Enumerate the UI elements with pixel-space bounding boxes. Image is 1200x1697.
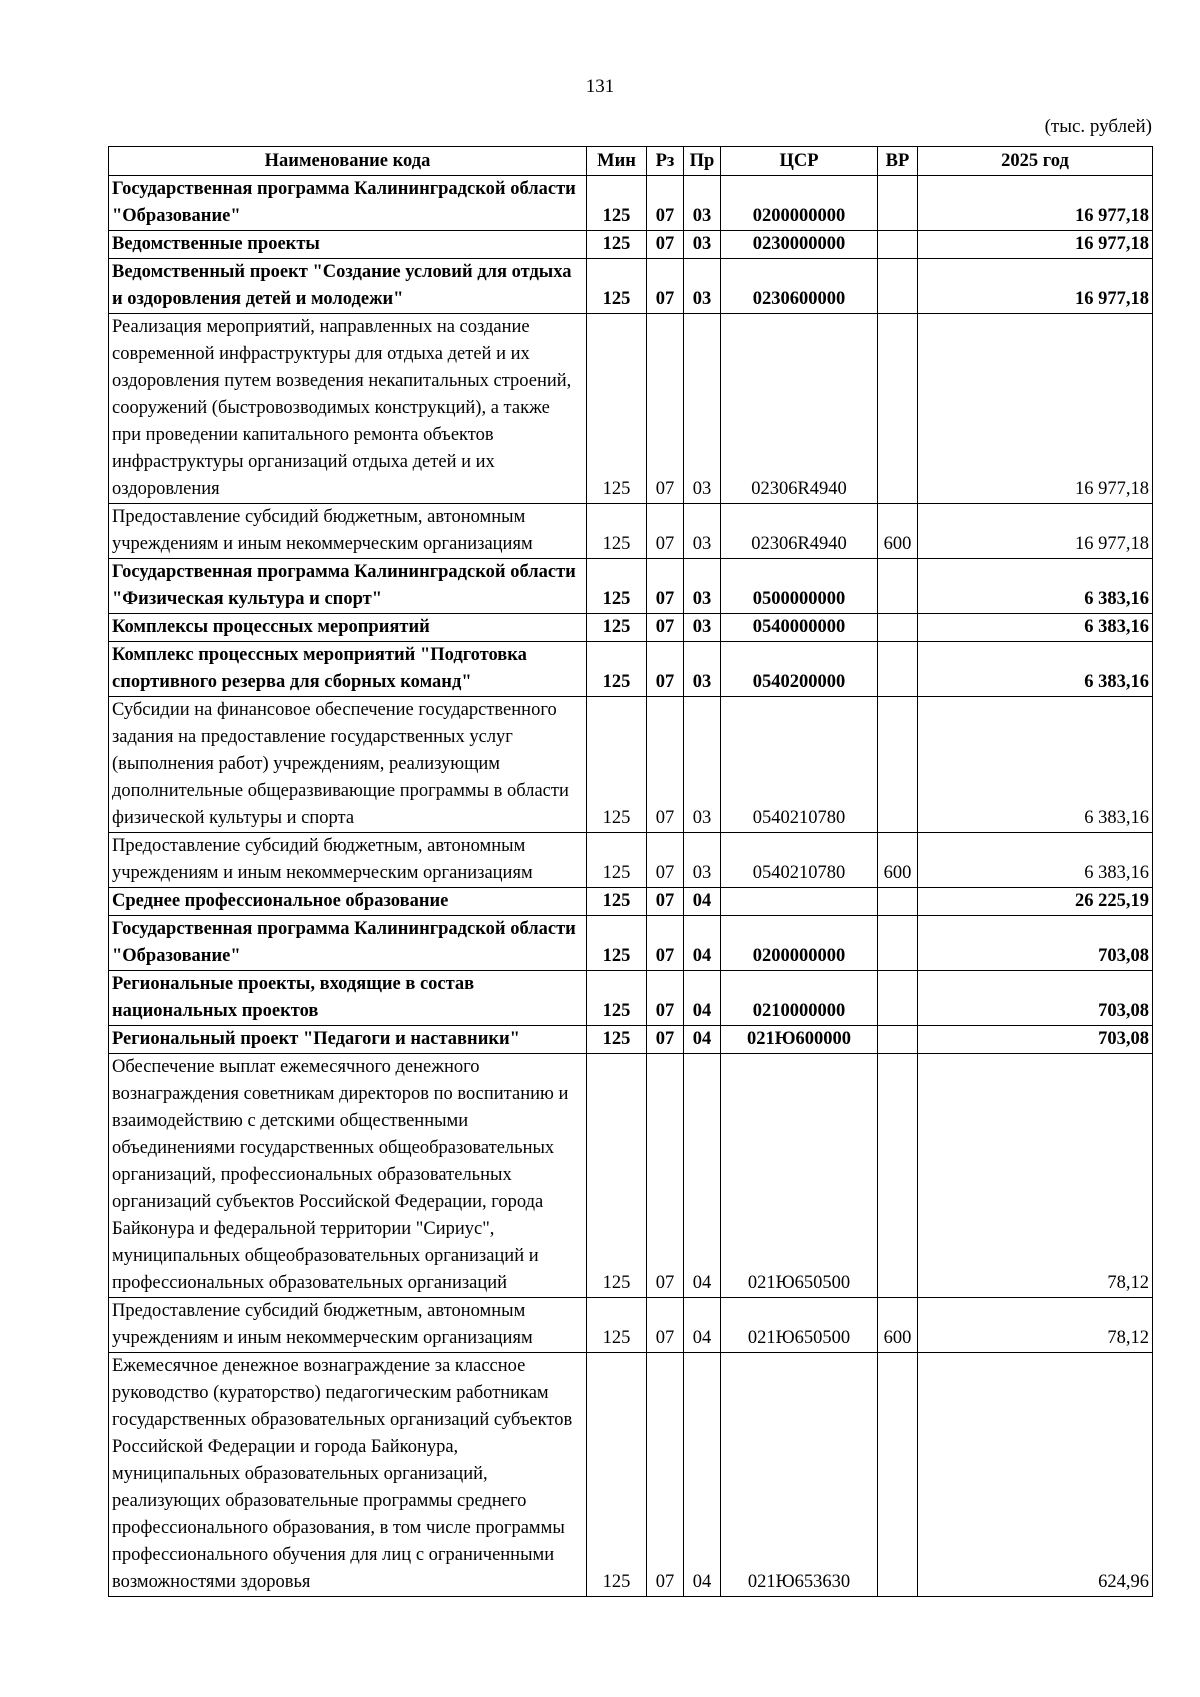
row-min: 125: [587, 559, 647, 614]
row-rz: 07: [647, 559, 684, 614]
row-pr: 03: [684, 231, 721, 259]
row-name: Обеспечение выплат ежемесячного денежного вознаграждения советникам директоров по воспитанию и взаимодействию с детскими общественными объединениями государственных общеобразовательных организаций, профессиональных образовательных организаций субъектов Российской Федерации, города Байконура и федеральной территории "Сириус", муниципальных общеобразовательных организаций и профессиональных образовательных организаций: [109, 1054, 587, 1298]
row-name: Ежемесячное денежное вознаграждение за классное руководство (кураторство) педагогическим работникам государственных образовательных организаций субъектов Российской Федерации и города Байконура, муниципальных образовательных организаций, реализующих образовательные программы среднего профессионального образования, в том числе программы профессионального обучения для лиц с ограниченными возможностями здоровья: [109, 1353, 587, 1597]
row-min: 125: [587, 888, 647, 916]
table-row: [109, 1054, 1153, 1298]
row-min: 125: [587, 231, 647, 259]
header-rz: Рз: [647, 147, 684, 176]
row-pr: 04: [684, 1353, 721, 1597]
row-amount: 624,96: [918, 1353, 1153, 1597]
row-csr: 0210000000: [721, 971, 878, 1026]
row-min: 125: [587, 504, 647, 559]
row-name: Государственная программа Калининградской области "Физическая культура и спорт": [109, 559, 587, 614]
row-rz: 07: [647, 697, 684, 833]
row-amount: 16 977,18: [918, 259, 1153, 314]
row-name: Субсидии на финансовое обеспечение государственного задания на предоставление государственных услуг (выполнения работ) учреждениям, реализующим дополнительные общеразвивающие программы в области физической культуры и спорта: [109, 697, 587, 833]
row-amount: 78,12: [918, 1054, 1153, 1298]
table-row: [109, 614, 1153, 642]
row-vr: [878, 231, 918, 259]
row-rz: 07: [647, 971, 684, 1026]
header-amount: 2025 год: [918, 147, 1153, 176]
row-vr: 600: [878, 1298, 918, 1353]
row-pr: 03: [684, 697, 721, 833]
row-min: 125: [587, 642, 647, 697]
header-name: Наименование кода: [109, 147, 587, 176]
row-name: Среднее профессиональное образование: [109, 888, 587, 916]
row-csr: 0200000000: [721, 916, 878, 971]
table-row: [109, 1353, 1153, 1597]
row-rz: 07: [647, 642, 684, 697]
row-amount: 16 977,18: [918, 314, 1153, 504]
row-csr: 0540000000: [721, 614, 878, 642]
row-rz: 07: [647, 614, 684, 642]
header-pr: Пр: [684, 147, 721, 176]
table-row: [109, 176, 1153, 231]
row-amount: 16 977,18: [918, 176, 1153, 231]
row-pr: 03: [684, 642, 721, 697]
row-pr: 04: [684, 888, 721, 916]
row-min: 125: [587, 1353, 647, 1597]
row-csr: 021Ю600000: [721, 1026, 878, 1054]
row-vr: [878, 259, 918, 314]
row-min: 125: [587, 916, 647, 971]
page-number: 131: [585, 76, 615, 97]
row-rz: 07: [647, 259, 684, 314]
row-amount: 6 383,16: [918, 833, 1153, 888]
row-csr: 021Ю653630: [721, 1353, 878, 1597]
row-min: 125: [587, 176, 647, 231]
row-rz: 07: [647, 888, 684, 916]
row-vr: [878, 314, 918, 504]
row-rz: 07: [647, 231, 684, 259]
row-amount: 6 383,16: [918, 614, 1153, 642]
table-row: [109, 971, 1153, 1026]
header-vr: ВР: [878, 147, 918, 176]
row-vr: [878, 971, 918, 1026]
row-vr: [878, 614, 918, 642]
row-pr: 04: [684, 916, 721, 971]
row-pr: 03: [684, 559, 721, 614]
row-name: Комплекс процессных мероприятий "Подготовка спортивного резерва для сборных команд": [109, 642, 587, 697]
row-rz: 07: [647, 1298, 684, 1353]
row-vr: 600: [878, 504, 918, 559]
row-vr: [878, 1054, 918, 1298]
table-header-row: [109, 147, 1153, 176]
table-row: [109, 504, 1153, 559]
row-csr: 0540210780: [721, 697, 878, 833]
row-vr: [878, 559, 918, 614]
row-name: Ведомственные проекты: [109, 231, 587, 259]
row-csr: 0540200000: [721, 642, 878, 697]
row-csr: 021Ю650500: [721, 1054, 878, 1298]
row-vr: [878, 642, 918, 697]
row-name: Реализация мероприятий, направленных на создание современной инфраструктуры для отдыха детей и их оздоровления путем возведения некапитальных строений, сооружений (быстровозводимых конструкций), а также при проведении капитального ремонта объектов инфраструктуры организаций отдыха детей и их оздоровления: [109, 314, 587, 504]
row-amount: 703,08: [918, 1026, 1153, 1054]
row-pr: 03: [684, 833, 721, 888]
row-rz: 07: [647, 1054, 684, 1298]
row-vr: [878, 697, 918, 833]
table-row: [109, 559, 1153, 614]
row-min: 125: [587, 1054, 647, 1298]
row-rz: 07: [647, 314, 684, 504]
row-csr: 02306R4940: [721, 314, 878, 504]
row-min: 125: [587, 614, 647, 642]
row-pr: 03: [684, 504, 721, 559]
row-pr: 03: [684, 614, 721, 642]
table-row: [109, 1298, 1153, 1353]
row-csr: 0230000000: [721, 231, 878, 259]
row-amount: 78,12: [918, 1298, 1153, 1353]
table-row: [109, 1026, 1153, 1054]
row-name: Ведомственный проект "Создание условий для отдыха и оздоровления детей и молодежи": [109, 259, 587, 314]
row-csr: 0200000000: [721, 176, 878, 231]
table-row: [109, 916, 1153, 971]
row-rz: 07: [647, 916, 684, 971]
row-name: Предоставление субсидий бюджетным, автономным учреждениям и иным некоммерческим организациям: [109, 504, 587, 559]
table-row: [109, 314, 1153, 504]
row-pr: 03: [684, 176, 721, 231]
budget-table: [108, 146, 1153, 1597]
row-vr: [878, 1353, 918, 1597]
row-min: 125: [587, 971, 647, 1026]
row-name: Государственная программа Калининградской области "Образование": [109, 176, 587, 231]
row-amount: 6 383,16: [918, 642, 1153, 697]
row-amount: 6 383,16: [918, 697, 1153, 833]
units-label: (тыс. рублей): [1044, 116, 1152, 137]
row-vr: [878, 1026, 918, 1054]
row-amount: 703,08: [918, 916, 1153, 971]
row-min: 125: [587, 833, 647, 888]
table-row: [109, 259, 1153, 314]
row-pr: 04: [684, 1026, 721, 1054]
row-amount: 6 383,16: [918, 559, 1153, 614]
table-row: [109, 231, 1153, 259]
header-csr: ЦСР: [721, 147, 878, 176]
row-csr: 02306R4940: [721, 504, 878, 559]
row-pr: 04: [684, 1054, 721, 1298]
row-rz: 07: [647, 176, 684, 231]
row-vr: [878, 916, 918, 971]
row-rz: 07: [647, 504, 684, 559]
row-csr: 0230600000: [721, 259, 878, 314]
row-name: Комплексы процессных мероприятий: [109, 614, 587, 642]
row-vr: [878, 888, 918, 916]
row-csr: 021Ю650500: [721, 1298, 878, 1353]
table-row: [109, 697, 1153, 833]
row-min: 125: [587, 314, 647, 504]
row-name: Предоставление субсидий бюджетным, автономным учреждениям и иным некоммерческим организациям: [109, 1298, 587, 1353]
row-pr: 04: [684, 971, 721, 1026]
row-rz: 07: [647, 833, 684, 888]
row-rz: 07: [647, 1353, 684, 1597]
table-row: [109, 642, 1153, 697]
row-name: Региональные проекты, входящие в состав национальных проектов: [109, 971, 587, 1026]
row-name: Государственная программа Калининградской области "Образование": [109, 916, 587, 971]
row-min: 125: [587, 1026, 647, 1054]
row-csr: [721, 888, 878, 916]
row-csr: 0500000000: [721, 559, 878, 614]
row-min: 125: [587, 259, 647, 314]
row-vr: 600: [878, 833, 918, 888]
row-name: Предоставление субсидий бюджетным, автономным учреждениям и иным некоммерческим организациям: [109, 833, 587, 888]
row-csr: 0540210780: [721, 833, 878, 888]
row-name: Региональный проект "Педагоги и наставники": [109, 1026, 587, 1054]
row-min: 125: [587, 1298, 647, 1353]
row-amount: 16 977,18: [918, 231, 1153, 259]
row-amount: 16 977,18: [918, 504, 1153, 559]
table-row: [109, 833, 1153, 888]
row-pr: 04: [684, 1298, 721, 1353]
row-min: 125: [587, 697, 647, 833]
header-min: Мин: [587, 147, 647, 176]
row-pr: 03: [684, 259, 721, 314]
table-row: [109, 888, 1153, 916]
row-rz: 07: [647, 1026, 684, 1054]
row-amount: 26 225,19: [918, 888, 1153, 916]
row-vr: [878, 176, 918, 231]
row-pr: 03: [684, 314, 721, 504]
row-amount: 703,08: [918, 971, 1153, 1026]
